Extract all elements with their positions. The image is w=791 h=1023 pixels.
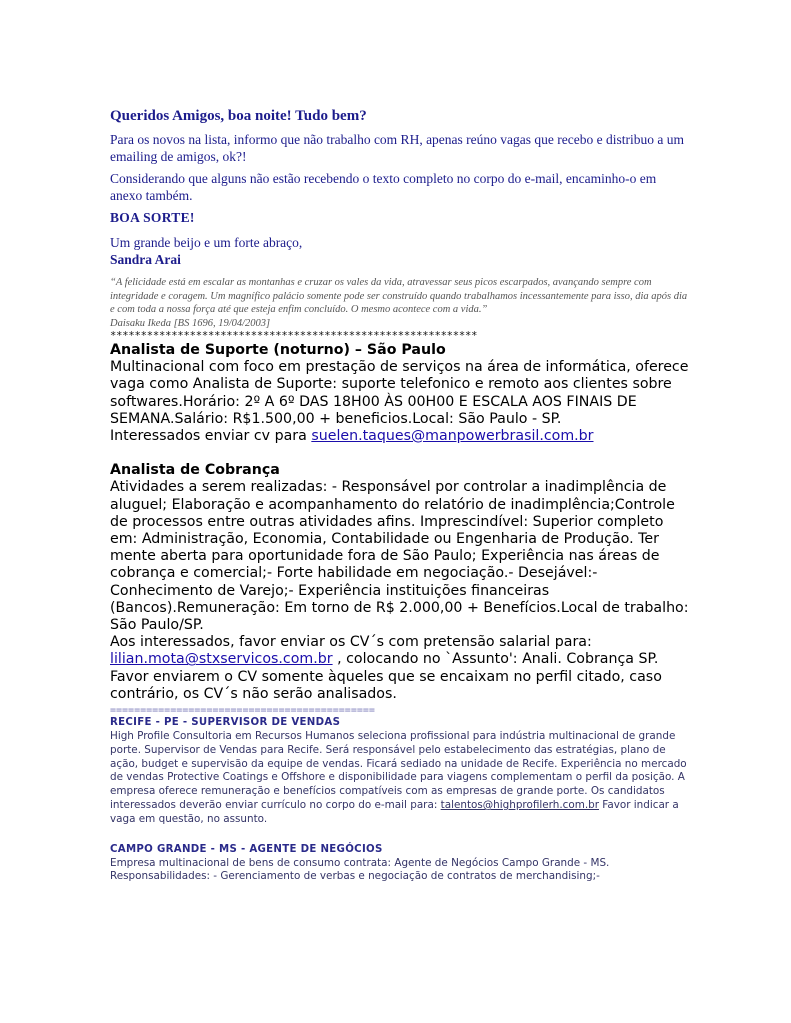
job-contact — [110, 651, 690, 668]
job-suporte — [110, 342, 690, 445]
job-title: RECIFE - PE - SUPERVISOR DE VENDAS — [110, 717, 341, 729]
quote-source: Daisaku Ikeda [BS 1696, 19/04/2003] — [110, 317, 271, 329]
contact-prefix: Interessados enviar cv para — [110, 428, 312, 445]
boa-sorte-heading: BOA SORTE! — [110, 210, 195, 225]
email-link[interactable]: suelen.taques@manpowerbrasil.com.br — [311, 428, 594, 445]
greeting-heading: Queridos Amigos, boa noite! Tudo bem? — [110, 108, 367, 124]
job-title: CAMPO GRANDE - MS - AGENTE DE NEGÓCIOS — [110, 843, 383, 855]
signature-block — [110, 234, 690, 268]
quote-block — [110, 276, 690, 330]
contact-suffix: , colocando no `Assunto': Anali. Cobrança SP. — [332, 651, 659, 668]
job-description: Multinacional com foco em prestação de serviços na área de informática, oferece vaga como Analista de Suporte: suporte telefonico e remoto aos clientes sobre softwares.Horário: 2º A 6º DAS 18H00 ÀS 00H00 E ESCALA AOS FINAIS DE SEMANA.Salário: R$1.500,00 + beneficios.Local: São Paulo - SP. — [110, 359, 689, 427]
job-title: Analista de Cobrança — [110, 462, 280, 479]
closing-text: Um grande beijo e um forte abraço, — [110, 235, 303, 250]
signature-name: Sandra Arai — [110, 252, 181, 267]
intro-block — [110, 131, 690, 204]
job-contact-prefix: Aos interessados, favor enviar os CV´s com pretensão salarial para: — [110, 634, 592, 651]
job-recife — [110, 716, 690, 827]
intro-paragraph-1: Para os novos na lista, informo que não trabalho com RH, apenas reúno vagas que recebo e distribuo a um emailing de amigos, ok?! — [110, 132, 684, 164]
job-cobranca — [110, 462, 690, 703]
email-link[interactable]: lilian.mota@stxservicos.com.br — [110, 651, 333, 668]
job-suffix-text: Favor indicar a vaga em questão, no assunto. — [110, 799, 679, 825]
star-separator: ************************************************************ — [110, 330, 478, 342]
equals-separator: ============================================ — [110, 705, 375, 717]
job-description: Empresa multinacional de bens de consumo contrata: Agente de Negócios Campo Grande - MS. Responsabilidades: - Gerenciamento de verbas e negociação de contratos de merchandising;- — [110, 856, 610, 883]
quote-text: “A felicidade está em escalar as montanhas e cruzar os vales da vida, atravessar seus picos escarpados, avançando sempre com integridade e coragem. Um magnífico palácio somente pode ser construído quando trabalhamos incessantemente para isso, dia após dia e com toda a nossa força até que esteja enfim concluído. O mesmo acontece com a vida.” — [110, 277, 688, 315]
job-campo-grande — [110, 843, 690, 885]
job-description: Atividades a serem realizadas: - Responsável por controlar a inadimplência de aluguel; Elaboração e acompanhamento do relatório de inadimplência;Controle de processos entre outras atividades afins. Imprescindível: Superior completo em: Administração, Economia, Contabilidade ou Engenharia de Produção. Ter mente aberta para oportunidade fora de São Paulo; Experiência nas áreas de cobrança e comercial;- Forte habilidade em negociação.- Desejável:- Conhecimento de Varejo;- Experiência instituições financeiras (Bancos).Remuneração: Em torno de R$ 2.000,00 + Benefícios.Local de trabalho: São Paulo/SP. — [110, 479, 689, 634]
job-note: Favor enviarem o CV somente àqueles que se encaixam no perfil citado, caso contrário, os CV´s não serão analisados. — [110, 668, 662, 702]
email-link[interactable]: talentos@highprofilerh.com.br — [440, 799, 599, 812]
job-description — [110, 730, 690, 827]
intro-paragraph-2: Considerando que alguns não estão recebendo o texto completo no corpo do e-mail, encaminho-o em anexo também. — [110, 171, 657, 203]
document-page — [110, 108, 690, 884]
job-title: Analista de Suporte (noturno) – São Paulo — [110, 342, 446, 358]
job-contact — [110, 428, 690, 445]
job-body-text: High Profile Consultoria em Recursos Humanos seleciona profissional para indústria multinacional de grande porte. Supervisor de Vendas para Recife. Será responsável pelo estabelecimento das estratégias, plano de ação, budget e supervisão da equipe de vendas. Ficará sediado na unidade de Recife. Experiência no mercado de vendas Protective Coatings e Offshore e disponibilidade para viagens complementam o perfil da posição. A empresa oferece remuneração e benefícios compatíveis com as empresas de grande porte. Os candidatos interessados deverão enviar currículo no corpo do e-mail para: — [110, 730, 687, 812]
